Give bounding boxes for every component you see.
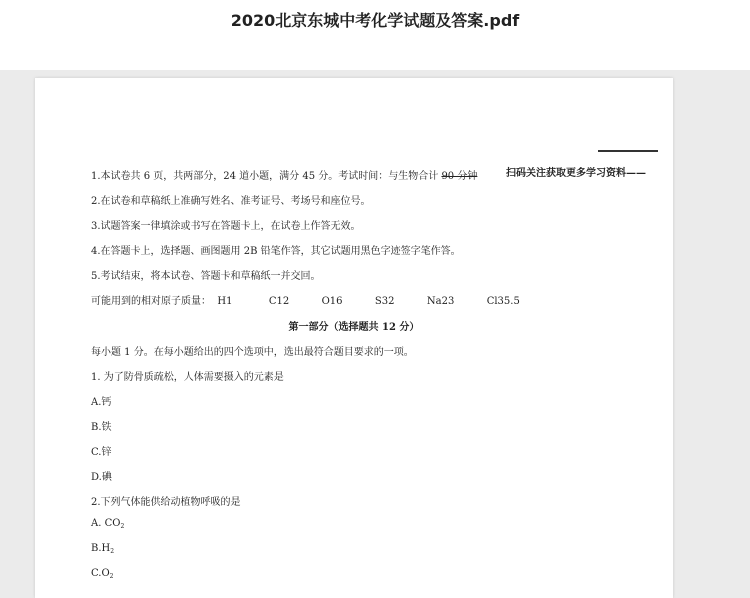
instruction-line-4: 4.在答题卡上，选择题、画图题用 2B 铅笔作答，其它试题用黑色字迹签字笔作答。: [91, 246, 461, 257]
instruction-line-1: [91, 167, 477, 182]
document-title: 2020北京东城中考化学试题及答案.pdf: [230, 11, 520, 30]
q2-option-c-subscript: 2: [109, 573, 114, 580]
pdf-page[interactable]: [35, 78, 673, 598]
atomic-mass-o: O16: [321, 296, 343, 307]
q2-option-b-text: B.H: [91, 543, 111, 554]
section-description: 每小题 1 分。在每小题给出的四个选项中，选出最符合题目要求的一项。: [91, 347, 414, 358]
instruction-1-text: 1.本试卷共 6 页，共两部分，24 道小题，满分 45 分。考试时间：与生物合计: [91, 171, 439, 182]
q1-option-c: C.锌: [91, 447, 112, 458]
page-corner-mark: [598, 150, 658, 152]
q1-option-a: A.钙: [91, 397, 112, 408]
q2-option-b-subscript: 2: [110, 548, 115, 555]
instruction-line-2: 2.在试卷和草稿纸上准确写姓名、准考证号、考场号和座位号。: [91, 196, 371, 207]
atomic-mass-label: 可能用到的相对原子质量：: [91, 296, 211, 307]
q1-option-d: D.碘: [91, 472, 112, 483]
atomic-mass-c: C12: [268, 296, 290, 307]
atomic-mass-h: H1: [217, 296, 233, 307]
instruction-line-3: 3.试题答案一律填涂或书写在答题卡上，在试卷上作答无效。: [91, 221, 361, 232]
instruction-line-5: 5.考试结束，将本试卷、答题卡和草稿纸一并交回。: [91, 271, 321, 282]
q2-option-a: [91, 518, 124, 530]
viewer-header: [0, 0, 750, 70]
qr-promo-overlay: 扫码关注获取更多学习资料——: [506, 164, 646, 179]
q2-option-a-subscript: 2: [120, 523, 125, 530]
q1-option-b: B.铁: [91, 422, 112, 433]
atomic-mass-na: Na23: [426, 296, 455, 307]
atomic-mass-s: S32: [374, 296, 395, 307]
section-title: 第一部分（选择题共 12 分）: [288, 322, 420, 333]
question-2: 2.下列气体能供给动植物呼吸的是: [91, 497, 241, 508]
atomic-mass-line: [91, 292, 520, 307]
q2-option-c-text: C.O: [91, 568, 110, 579]
atomic-mass-cl: Cl35.5: [486, 296, 520, 307]
q2-option-b: [91, 543, 114, 555]
question-1: 1. 为了防骨质疏松，人体需要摄入的元素是: [91, 372, 284, 383]
instruction-1-struck: 90 分钟: [441, 171, 478, 182]
q2-option-a-text: A. CO: [91, 518, 121, 529]
q2-option-c: [91, 568, 114, 580]
